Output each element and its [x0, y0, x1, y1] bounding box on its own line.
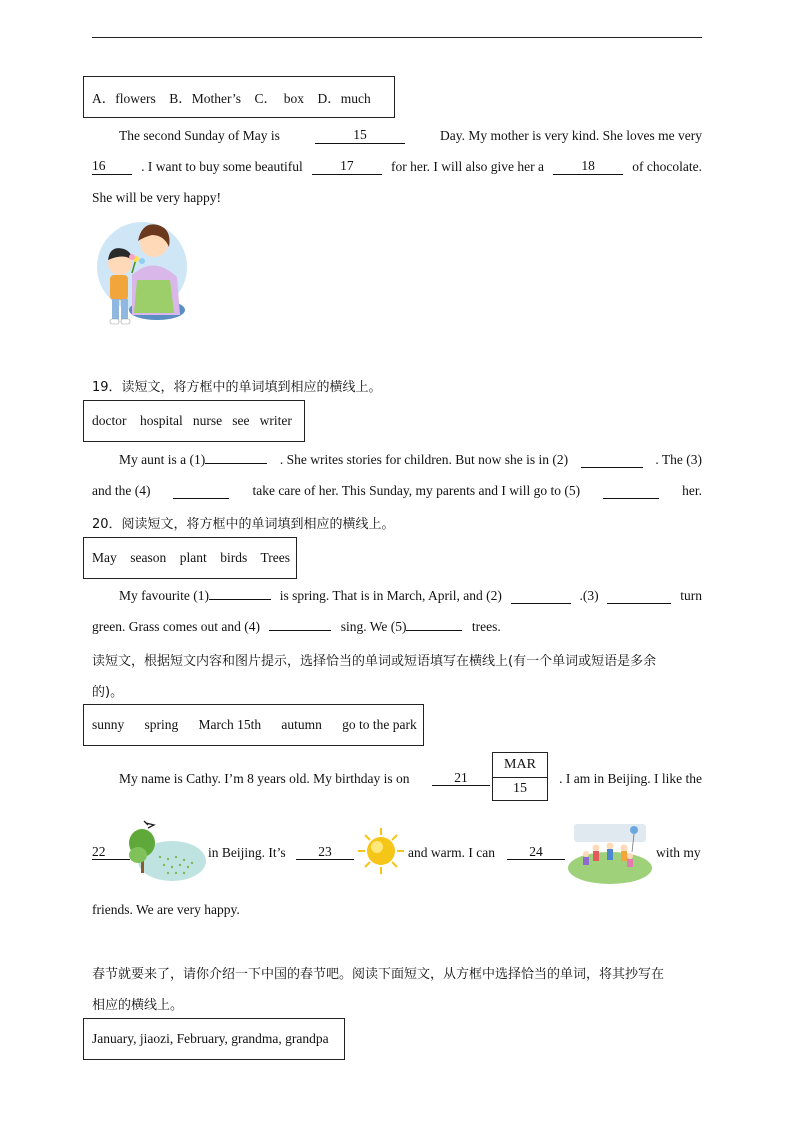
blank-24[interactable]: 24: [507, 845, 565, 860]
q20-blank-5[interactable]: [406, 630, 462, 631]
q20-line-2: green. Grass comes out and (4) sing. We (5) trees.: [92, 619, 501, 634]
blank-16[interactable]: 16: [92, 159, 132, 175]
word-box-22: January, jiaozi, February, grandma, grandpa: [83, 1018, 345, 1060]
q19-blank-5[interactable]: [603, 483, 659, 499]
q19-heading: 19．读短文，将方框中的单词填到相应的横线上。: [92, 380, 382, 395]
q21-line-2-b: and warm. I can: [408, 845, 495, 860]
q19-line-1: My aunt is a (1) . She writes stories for children. But now she is in (2) . The (3): [119, 452, 702, 467]
q20-line-1: My favourite (1) is spring. That is in March, April, and (2) .(3) turn: [119, 588, 702, 603]
p1-line-3: She will be very happy!: [92, 190, 221, 205]
word-box-1: A．flowers B．Mother’s C． box D．much: [83, 76, 395, 118]
word-box-21: sunny spring March 15th autumn go to the park: [83, 704, 424, 746]
q21-line-3: friends. We are very happy.: [92, 902, 240, 917]
calendar-day: 15: [513, 781, 527, 797]
blank-18[interactable]: 18: [553, 159, 623, 175]
p1-line-2: 16 . I want to buy some beautiful 17 for her. I will also give her a 18 of chocolate.: [92, 158, 702, 174]
mother-child-illustration: [92, 215, 192, 333]
q21-line-1-a: My name is Cathy. I’m 8 years old. My birthday is on: [119, 771, 410, 786]
park-friends-illustration: [566, 818, 654, 886]
q21-line-2-a: in Beijing. It’s: [208, 845, 286, 860]
header-rule: [92, 37, 702, 38]
blank-23[interactable]: 23: [296, 845, 354, 860]
q21-line-1-b: . I am in Beijing. I like the: [559, 771, 702, 786]
spring-scene-illustration: [124, 815, 206, 887]
q20-blank-3[interactable]: [607, 588, 671, 604]
blank-17[interactable]: 17: [312, 159, 382, 175]
q20-heading: 20．阅读短文，将方框中的单词填到相应的横线上。: [92, 517, 395, 532]
q19-blank-2[interactable]: [581, 452, 643, 468]
q21-heading-line-1: 读短文，根据短文内容和图片提示，选择恰当的单词或短语填写在横线上(有一个单词或短语是多余: [92, 654, 657, 669]
q21-heading-line-2: 的)。: [92, 685, 124, 700]
q19-blank-4[interactable]: [173, 483, 229, 499]
q19-line-2: and the (4) take care of her. This Sunday, my parents and I will go to (5) her.: [92, 483, 702, 498]
calendar-icon: [492, 752, 548, 801]
sun-icon: [356, 826, 406, 876]
q21-line-2-c: with my: [656, 845, 701, 860]
q22-heading-line-2: 相应的横线上。: [92, 998, 184, 1013]
p1-line-1: The second Sunday of May is 15 Day. My mother is very kind. She loves me very: [119, 127, 702, 143]
q20-blank-1[interactable]: [209, 599, 271, 600]
q22-heading-line-1: 春节就要来了，请你介绍一下中国的春节吧。阅读下面短文，从方框中选择恰当的单词，将其抄写在: [92, 967, 665, 982]
word-box-19: doctor hospital nurse see writer: [83, 400, 305, 442]
blank-15[interactable]: 15: [315, 128, 405, 144]
word-box-20: May season plant birds Trees: [83, 537, 297, 579]
q20-blank-2[interactable]: [511, 588, 571, 604]
q19-blank-1[interactable]: [205, 463, 267, 464]
blank-22[interactable]: 22: [92, 845, 130, 860]
q20-blank-4[interactable]: [269, 630, 331, 631]
calendar-month: MAR: [493, 753, 547, 778]
blank-21[interactable]: 21: [432, 771, 490, 786]
